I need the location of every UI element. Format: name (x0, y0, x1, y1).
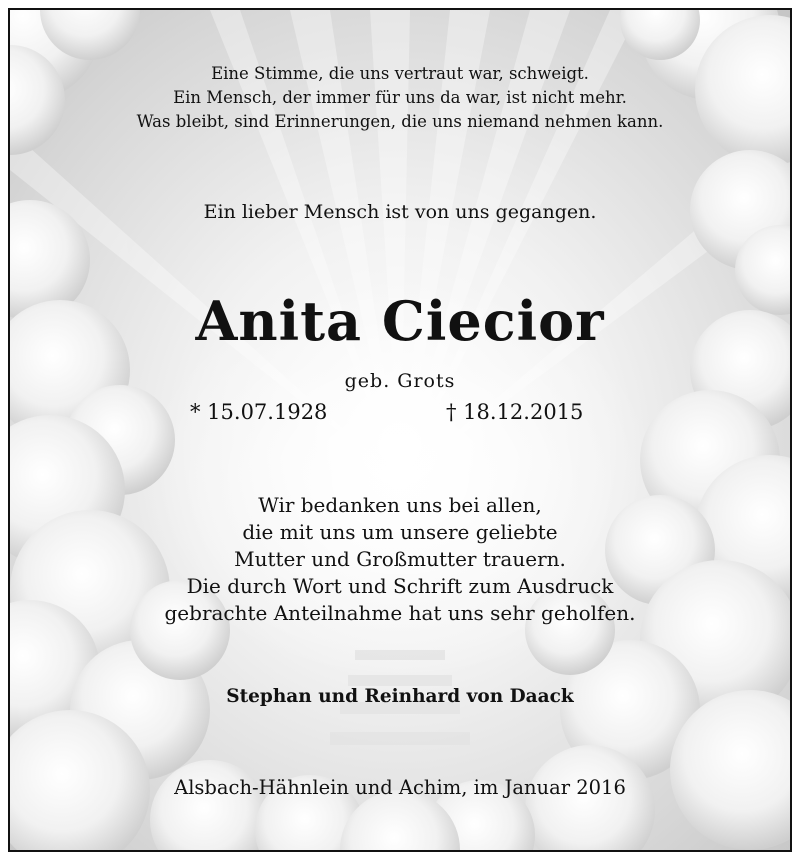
maiden-name: geb. Grots (344, 370, 456, 392)
obituary-notice (8, 8, 792, 852)
birth-date: * 15.07.1928 (190, 400, 328, 424)
thanks-text (10, 492, 790, 627)
deceased-name: Anita Ciecior (195, 289, 605, 353)
intro-text: Ein lieber Mensch ist von uns gegangen. (203, 201, 597, 223)
thanks-line: Wir bedanken uns bei allen, (258, 493, 542, 517)
quote-line: Eine Stimme, die uns vertraut war, schweigt. (211, 64, 589, 83)
thanks-line: Die durch Wort und Schrift zum Ausdruck (186, 574, 614, 598)
quote-line: Was bleibt, sind Erinnerungen, die uns niemand nehmen kann. (136, 112, 664, 131)
place-and-date: Alsbach-Hähnlein und Achim, im Januar 2016 (174, 776, 626, 799)
thanks-line: Mutter und Großmutter trauern. (234, 547, 566, 571)
thanks-line: gebrachte Anteilnahme hat uns sehr geholfen. (164, 601, 636, 625)
thanks-line: die mit uns um unsere geliebte (242, 520, 558, 544)
quote-line: Ein Mensch, der immer für uns da war, ist nicht mehr. (173, 88, 627, 107)
death-date: † 18.12.2015 (446, 400, 584, 424)
memorial-quote (10, 62, 790, 134)
signers: Stephan und Reinhard von Daack (226, 686, 574, 707)
clouds-background-image (10, 10, 790, 850)
